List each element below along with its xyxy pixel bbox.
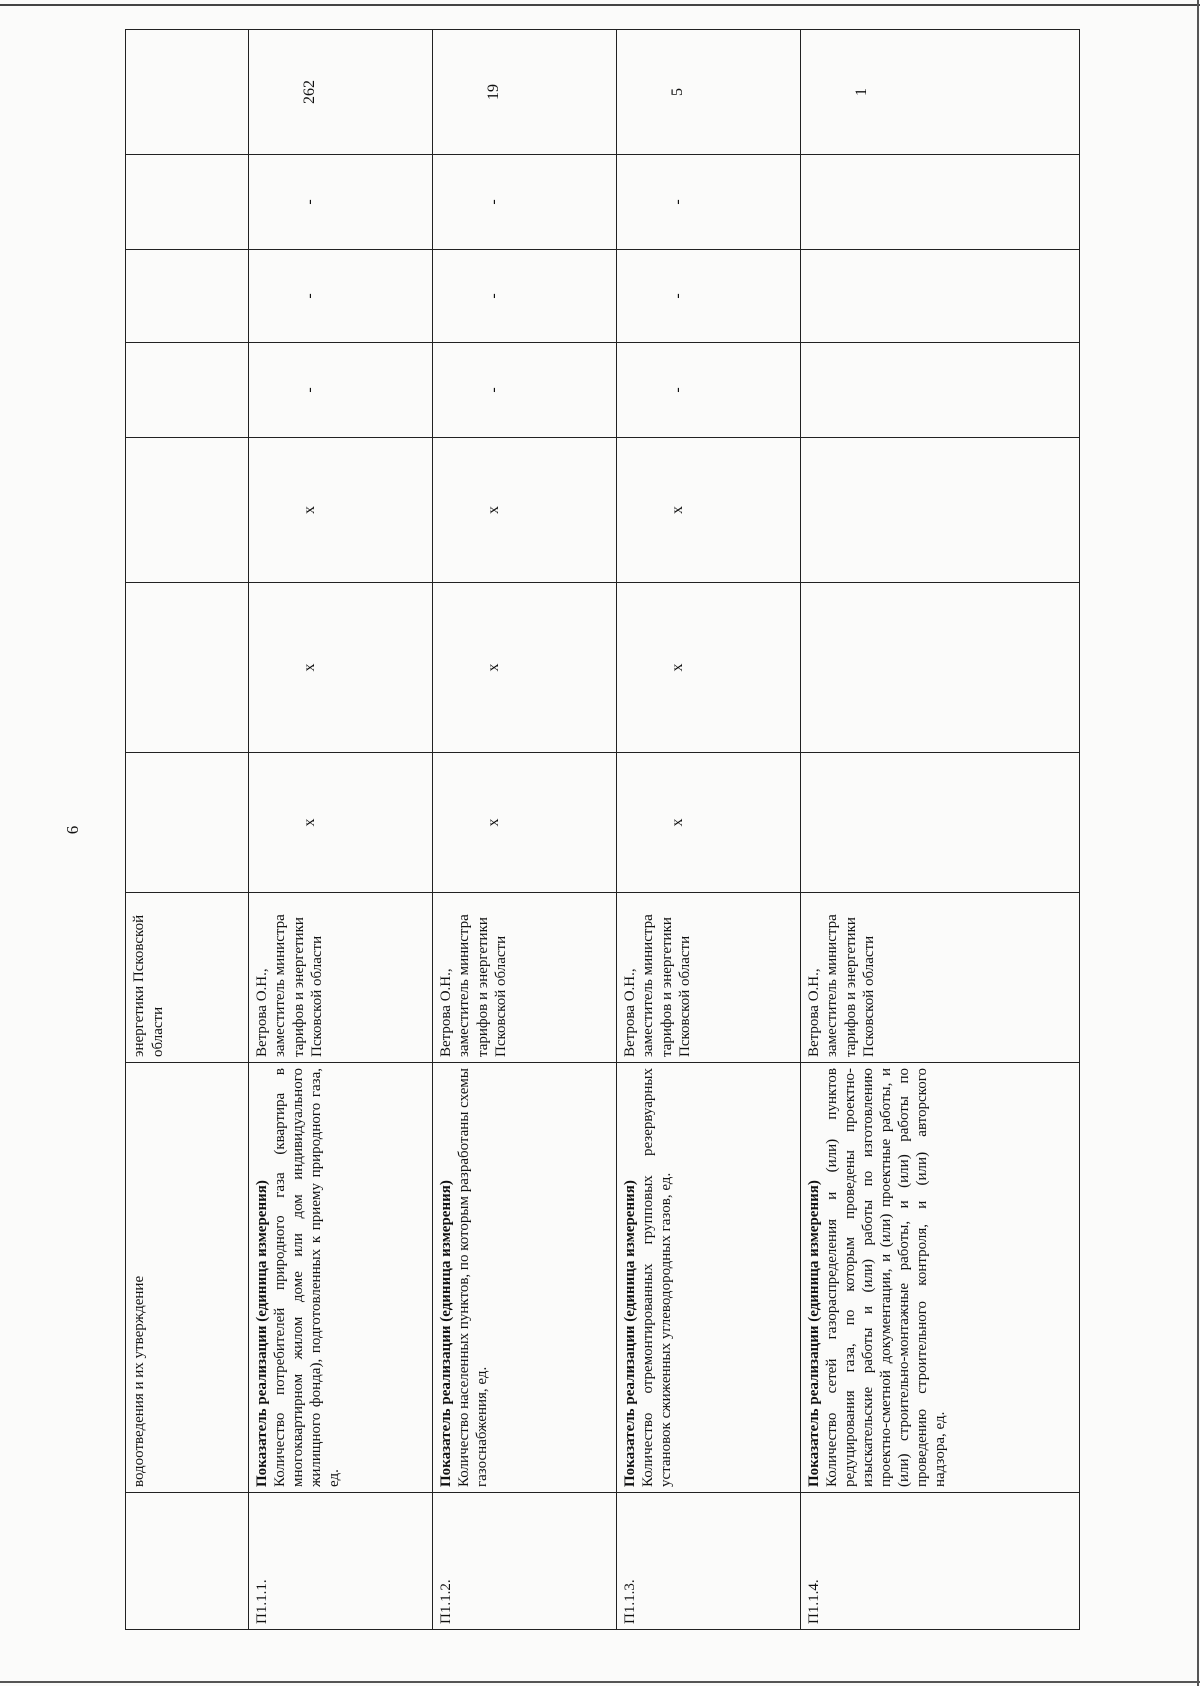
cell-mark: - (248, 250, 432, 343)
empty-cell (126, 250, 249, 343)
indicator-text: Количество населенных пунктов, по которым разработаны схемы газоснабжения, ед. (455, 1068, 490, 1487)
indicator-text: Количество сетей газораспределения и (или) пунктов редуцирования газа, по которым проведены проектно-изыскательские работы и (или) работы по изготовлению проектно-сметной документации, и (или) проектные работы, и (или) строительно-монтажные работы, и (или) работы по проведению строительного контроля, и (или) авторского надзора, ед. (823, 1068, 948, 1487)
indicator-label: Показатель реализации (единица измерения) (805, 1180, 822, 1487)
cell-mark: x (616, 583, 800, 753)
row-indicator (248, 1063, 432, 1493)
program-table (125, 29, 1080, 1630)
empty-cell (126, 583, 249, 753)
code-cell (126, 1493, 249, 1630)
table-row (248, 30, 432, 1630)
scan-edge-bottom (0, 1681, 1200, 1683)
cell-mark: x (616, 438, 800, 583)
cell-value: 1 (800, 30, 1079, 155)
cell-mark (800, 250, 1079, 343)
indicator-label: Показатель реализации (единица измерения) (621, 1180, 638, 1487)
cell-mark (800, 155, 1079, 250)
cell-mark: - (616, 343, 800, 438)
indicator-text: Количество отремонтированных групповых резервуарных установок сжиженных углеводородных газов, ед. (639, 1068, 674, 1487)
table-row (800, 30, 1079, 1630)
cell-mark: x (248, 583, 432, 753)
empty-cell (126, 155, 249, 250)
cell-mark: x (432, 583, 616, 753)
cell-mark (800, 753, 1079, 893)
row-indicator (432, 1063, 616, 1493)
row-code: П1.1.1. (248, 1493, 432, 1630)
cell-mark: x (248, 438, 432, 583)
cell-mark: - (248, 343, 432, 438)
cell-mark: x (432, 438, 616, 583)
header-row (126, 30, 249, 1630)
row-code: П1.1.2. (432, 1493, 616, 1630)
row-indicator (800, 1063, 1079, 1493)
empty-cell (126, 30, 249, 155)
scan-edge-right (1197, 0, 1199, 1686)
scan-edge-top (0, 4, 1200, 6)
empty-cell (126, 753, 249, 893)
cell-value: 19 (432, 30, 616, 155)
cell-mark: x (616, 753, 800, 893)
empty-cell (126, 343, 249, 438)
cell-value: 262 (248, 30, 432, 155)
rotated-page (63, 30, 1080, 1630)
cell-mark (800, 438, 1079, 583)
cell-mark: - (432, 155, 616, 250)
cell-mark: x (432, 753, 616, 893)
cell-mark: - (432, 250, 616, 343)
row-indicator (616, 1063, 800, 1493)
responsible-cell: энергетики Псковской области (126, 893, 249, 1063)
cell-mark: - (248, 155, 432, 250)
cell-mark: x (248, 753, 432, 893)
cell-value: 5 (616, 30, 800, 155)
row-responsible: Ветрова О.Н., заместитель министра тарифов и энергетики Псковской области (432, 893, 616, 1063)
row-code: П1.1.4. (800, 1493, 1079, 1630)
description-cell: водоотведения и их утверждение (126, 1063, 249, 1493)
cell-mark: - (432, 343, 616, 438)
indicator-label: Показатель реализации (единица измерения) (437, 1180, 454, 1487)
table-row (432, 30, 616, 1630)
cell-mark (800, 343, 1079, 438)
row-responsible: Ветрова О.Н., заместитель министра тарифов и энергетики Псковской области (800, 893, 1079, 1063)
row-code: П1.1.3. (616, 1493, 800, 1630)
empty-cell (126, 438, 249, 583)
cell-mark: - (616, 155, 800, 250)
cell-mark: - (616, 250, 800, 343)
cell-mark (800, 583, 1079, 753)
table-row (616, 30, 800, 1630)
indicator-text: Количество потребителей природного газа (квартира в многоквартирном жилом доме или дом индивидуального жилищного фонда), подготовленных к приему природного газа, ед. (271, 1068, 342, 1487)
page-number: 6 (63, 825, 82, 835)
indicator-label: Показатель реализации (единица измерения) (253, 1180, 270, 1487)
row-responsible: Ветрова О.Н., заместитель министра тарифов и энергетики Псковской области (248, 893, 432, 1063)
row-responsible: Ветрова О.Н., заместитель министра тарифов и энергетики Псковской области (616, 893, 800, 1063)
